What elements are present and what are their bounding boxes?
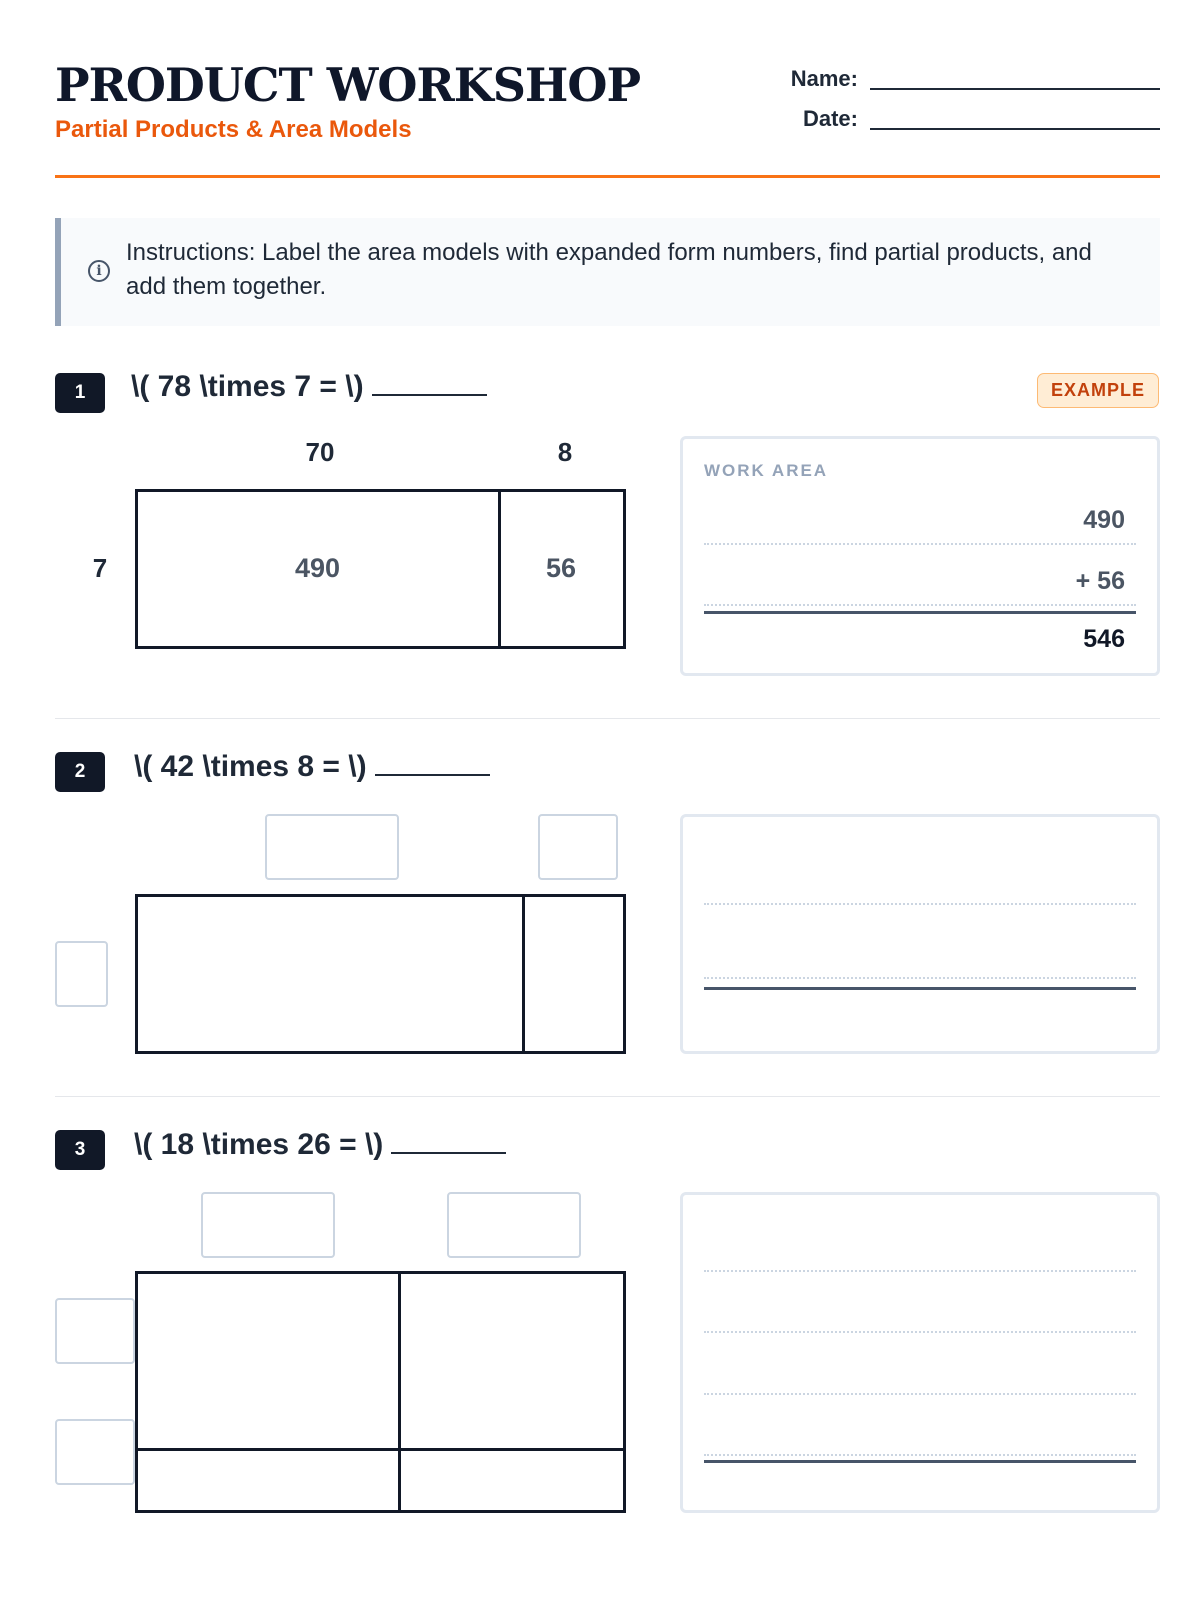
- problem-1-expression: [131, 370, 487, 404]
- answer-blank-3[interactable]: [391, 1152, 506, 1154]
- problem-number-3: 3: [55, 1130, 105, 1170]
- row-label-input[interactable]: [55, 1298, 135, 1364]
- instructions-text: Instructions: Label the area models with expanded form numbers, find partial products, and add them together.: [126, 239, 1092, 300]
- work-area-title: WORK AREA: [704, 461, 829, 480]
- work-rule: [704, 543, 1136, 545]
- problem-1-expression-text: \( 78 \times 7 = \): [131, 370, 364, 403]
- work-rule: [704, 1331, 1136, 1333]
- column-label-input[interactable]: [201, 1192, 335, 1258]
- problem-number-1: 1: [55, 373, 105, 413]
- work-line: 490: [1083, 506, 1125, 534]
- area-model-1-divider: [498, 489, 501, 649]
- work-rule: [704, 903, 1136, 905]
- sum-rule: [704, 987, 1136, 990]
- column-label-input[interactable]: [447, 1192, 581, 1258]
- row-label: 7: [92, 553, 108, 583]
- row-label-input[interactable]: [55, 1419, 135, 1485]
- page-subtitle: Partial Products & Area Models: [55, 116, 412, 143]
- column-label-tens: 70: [305, 437, 335, 467]
- section-divider: [55, 1096, 1160, 1097]
- problem-3-expression-text: \( 18 \times 26 = \): [134, 1128, 384, 1161]
- name-field[interactable]: [870, 88, 1160, 90]
- column-label-input[interactable]: [265, 814, 399, 880]
- info-icon: i: [88, 260, 110, 282]
- section-divider: [55, 718, 1160, 719]
- work-rule: [704, 604, 1136, 606]
- date-label: Date:: [802, 106, 858, 131]
- problem-2-expression: [134, 750, 490, 784]
- column-label-ones: 8: [557, 437, 573, 467]
- work-area-2[interactable]: [680, 814, 1160, 1054]
- header-divider: [55, 175, 1160, 178]
- page-title: PRODUCT WORKSHOP: [55, 58, 641, 112]
- area-model-2[interactable]: [135, 894, 626, 1054]
- partial-product-cell: 490: [294, 553, 341, 583]
- problem-2-expression-text: \( 42 \times 8 = \): [134, 750, 367, 783]
- problem-number-2: 2: [55, 752, 105, 792]
- work-total: 546: [1083, 625, 1125, 653]
- work-line: + 56: [1075, 567, 1125, 595]
- work-rule: [704, 1270, 1136, 1272]
- row-label-input[interactable]: [55, 941, 108, 1007]
- answer-blank-1[interactable]: [372, 394, 487, 396]
- column-label-input[interactable]: [538, 814, 618, 880]
- sum-rule: [704, 1460, 1136, 1463]
- name-label: Name:: [790, 66, 858, 91]
- area-model-3[interactable]: [135, 1271, 626, 1513]
- area-model-3-divider: [398, 1271, 401, 1513]
- answer-blank-2[interactable]: [375, 774, 490, 776]
- work-rule: [704, 977, 1136, 979]
- sum-rule: [704, 611, 1136, 614]
- work-rule: [704, 1454, 1136, 1456]
- work-area-1: [680, 436, 1160, 676]
- area-model-3-divider: [135, 1448, 626, 1451]
- work-rule: [704, 1393, 1136, 1395]
- date-field[interactable]: [870, 128, 1160, 130]
- work-area-3[interactable]: [680, 1192, 1160, 1513]
- example-badge: EXAMPLE: [1037, 373, 1159, 408]
- area-model-2-divider: [522, 894, 525, 1054]
- partial-product-cell: 56: [545, 553, 577, 583]
- instructions-box: [55, 218, 1160, 326]
- problem-3-expression: [134, 1128, 506, 1162]
